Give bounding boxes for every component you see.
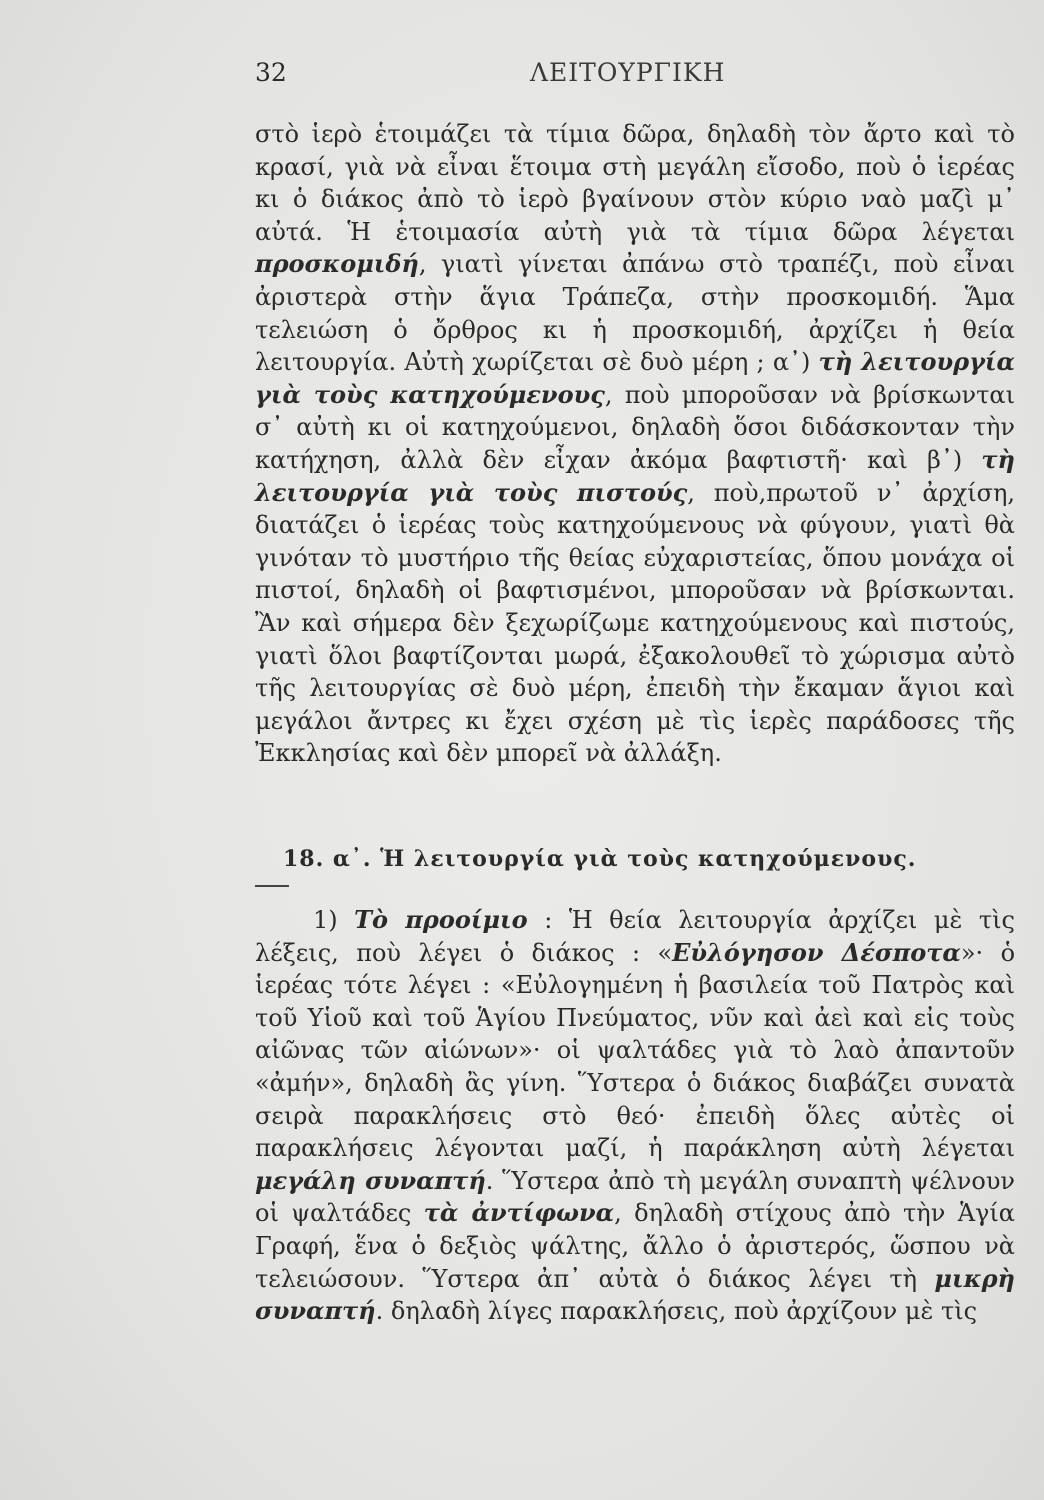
text-run: 1) bbox=[313, 906, 355, 934]
text-run: , ποὺ,πρωτοῦ ν᾽ ἀρχίση, διατάζει ὁ ἱερέας τοὺς κατηχούμενους νὰ φύγουν, γιατὶ θὰ γινόταν τὸ μυστήριο τῆς θείας εὐχαριστείας, ὅπου μονάχα οἱ πιστοί, δηλαδὴ οἱ βαφτισμένοι, μποροῦσαν νὰ βρίσκωνται. Ἂν καὶ σήμερα δὲν ξεχωρίζωμε κατηχούμενους καὶ πιστούς, γιατὶ ὅλοι βαφτίζονται μωρά, ἐξακολουθεῖ τὸ χώρισμα αὐτὸ τῆς λειτουργίας σὲ δυὸ μέρη, ἐπειδὴ τὴν ἔκαμαν ἅγιοι καὶ μεγάλοι ἄντρες κι ἔχει σχέση μὲ τὶς ἱερὲς παράδοσες τῆς Ἐκκλησίας καὶ δὲν μπορεῖ νὰ ἀλλάξη. bbox=[255, 478, 1015, 768]
text-run: . Ὕστερα ἀπὸ τὴ μεγάλη συναπτὴ ψέλνουν οἱ ψαλτάδες bbox=[255, 1166, 1016, 1228]
paragraph-prooimio bbox=[255, 904, 1015, 1328]
emphasis-term: τὰ ἀντίφωνα bbox=[423, 1198, 615, 1228]
emphasis-term: Τὸ προοίμιο bbox=[354, 905, 528, 934]
text-run: στὸ ἱερὸ ἑτοιμάζει τὰ τίμια δῶρα, δηλαδὴ τὸν ἄρτο καὶ τὸ κρασί, γιὰ νὰ εἶναι ἕτοιμα στὴ μεγάλη εἴσοδο, ποὺ ὁ ἱερέας κι ὁ διάκος ἀπὸ τὸ ἱερὸ βγαίνουν στὸν κύριο ναὸ μαζὶ μ᾽ αὐτά. Ἡ ἑτοιμασία αὐτὴ γιὰ τὰ τίμια δῶρα λέγεται bbox=[255, 120, 1015, 246]
text-run: : Ἡ θεία λειτουργία ἀρχίζει μὲ τὶς λέξεις, ποὺ λέγει ὁ διάκος : « bbox=[255, 906, 1015, 967]
section-heading: 18. α᾽. Ἡ λειτουργία γιὰ τοὺς κατηχούμενους. bbox=[283, 846, 917, 872]
text-run: »· ὁ ἱερέας τότε λέγει : «Εὐλογημένη ἡ βασιλεία τοῦ Πατρὸς καὶ τοῦ Υἱοῦ καὶ τοῦ Ἁγίου Πνεύματος, νῦν καὶ ἀεὶ καὶ εἰς τοὺς αἰῶνας τῶν αἰώνων»· οἱ ψαλτάδες γιὰ τὸ λαὸ ἀπαντοῦν «ἀμήν», δηλαδὴ ἂς γίνη. Ὕστερα ὁ διάκος διαβάζει συνατὰ σειρὰ παρακλήσεις στὸ θεό· ἐπειδὴ ὅλες αὐτὲς οἱ παρακλήσεις λέγονται μαζί, ἡ παράκληση αὐτὴ λέγεται bbox=[255, 938, 1016, 1163]
emphasis-term: προσκομιδή bbox=[255, 249, 419, 279]
emphasis-term: μεγάλη συναπτή bbox=[255, 1165, 486, 1195]
page-number: 32 bbox=[255, 58, 287, 87]
text-run: . δηλαδὴ λίγες παρακλήσεις, ποὺ ἀρχίζουν μὲ τὶς bbox=[375, 1297, 978, 1326]
text-run: , δηλαδὴ στίχους ἀπὸ τὴν Ἁγία Γραφή, ἕνα ὁ δεξιὸς ψάλτης, ἄλλο ὁ ἀριστερός, ὥσπου νὰ τελειώσουν. Ὕστερα ἀπ᾽ αὐτὰ ὁ διάκος λέγει τὴ bbox=[255, 1199, 1015, 1293]
heading-rule bbox=[255, 885, 289, 887]
text-run: , ποὺ μποροῦσαν νὰ βρίσκωνται σ᾽ αὐτὴ κι οἱ κατηχούμενοι, δηλαδὴ ὅσοι διδάσκονταν τὴν κατήχηση, ἀλλὰ δὲν εἶχαν ἀκόμα βαφτιστῆ· καὶ β᾽) bbox=[255, 380, 1016, 474]
emphasis-term: τὴ λειτουργία γιὰ τοὺς πιστούς bbox=[255, 444, 1015, 507]
paragraph-intro bbox=[255, 118, 1015, 770]
running-head: ΛΕΙΤΟΥΡΓΙΚΗ bbox=[530, 58, 726, 87]
emphasis-term: Εὐλόγησον Δέσποτα bbox=[672, 937, 961, 967]
text-run: , γιατὶ γίνεται ἀπάνω στὸ τραπέζι, ποὺ εἶναι ἀριστερὰ στὴν ἅγια Τράπεζα, στὴν προσκομιδή. Ἅμα τελειώση ὁ ὄρθρος κι ἡ προσκομιδή, ἀρχίζει ἡ θεία λειτουργία. Αὐτὴ χωρίζεται σὲ δυὸ μέρη ; α᾽) bbox=[255, 250, 1015, 377]
page-header bbox=[255, 58, 795, 94]
emphasis-term: μικρὴ συναπτή bbox=[255, 1263, 1015, 1326]
emphasis-term: τὴ λειτουργία γιὰ τοὺς κατηχούμενους bbox=[255, 347, 1015, 409]
